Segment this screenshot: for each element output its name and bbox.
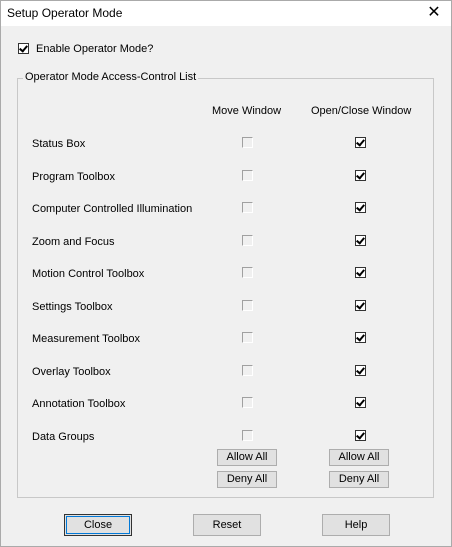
row-label: Measurement Toolbox xyxy=(32,333,141,345)
open-close-window-checkbox[interactable] xyxy=(355,365,366,376)
access-control-group-title: Operator Mode Access-Control List xyxy=(25,71,197,83)
row-label: Overlay Toolbox xyxy=(32,366,111,378)
reset-button[interactable]: Reset xyxy=(193,514,261,536)
row-label: Annotation Toolbox xyxy=(32,398,126,410)
move-window-checkbox[interactable] xyxy=(242,430,253,441)
move-window-checkbox[interactable] xyxy=(242,267,253,278)
row-label: Zoom and Focus xyxy=(32,236,115,248)
move-deny-all-button[interactable]: Deny All xyxy=(217,471,277,488)
open-close-window-checkbox[interactable] xyxy=(355,235,366,246)
enable-operator-mode-checkbox[interactable] xyxy=(18,43,29,54)
row-label: Status Box xyxy=(32,138,86,150)
move-window-checkbox[interactable] xyxy=(242,137,253,148)
row-label: Motion Control Toolbox xyxy=(32,268,145,280)
move-window-checkbox[interactable] xyxy=(242,202,253,213)
open-allow-all-button[interactable]: Allow All xyxy=(329,449,389,466)
move-window-checkbox[interactable] xyxy=(242,300,253,311)
close-button[interactable]: Close xyxy=(64,514,132,536)
move-window-checkbox[interactable] xyxy=(242,235,253,246)
window-title: Setup Operator Mode xyxy=(7,6,123,20)
open-close-window-checkbox[interactable] xyxy=(355,430,366,441)
move-window-checkbox[interactable] xyxy=(242,170,253,181)
row-label: Data Groups xyxy=(32,431,95,443)
move-window-checkbox[interactable] xyxy=(242,397,253,408)
open-close-window-checkbox[interactable] xyxy=(355,137,366,148)
close-icon[interactable]: ✕ xyxy=(427,4,441,21)
move-allow-all-button[interactable]: Allow All xyxy=(217,449,277,466)
move-window-checkbox[interactable] xyxy=(242,332,253,343)
open-close-window-checkbox[interactable] xyxy=(355,332,366,343)
row-label: Settings Toolbox xyxy=(32,301,113,313)
open-close-window-checkbox[interactable] xyxy=(355,397,366,408)
open-close-window-checkbox[interactable] xyxy=(355,170,366,181)
open-close-window-checkbox[interactable] xyxy=(355,202,366,213)
column-header-move-window: Move Window xyxy=(212,105,282,117)
open-close-window-checkbox[interactable] xyxy=(355,267,366,278)
enable-operator-mode-label: Enable Operator Mode? xyxy=(36,43,154,55)
help-button[interactable]: Help xyxy=(322,514,390,536)
title-bar xyxy=(1,1,451,26)
open-close-window-checkbox[interactable] xyxy=(355,300,366,311)
row-label: Computer Controlled Illumination xyxy=(32,203,193,215)
column-header-open-close-window: Open/Close Window xyxy=(311,105,412,117)
row-label: Program Toolbox xyxy=(32,171,115,183)
move-window-checkbox[interactable] xyxy=(242,365,253,376)
open-deny-all-button[interactable]: Deny All xyxy=(329,471,389,488)
